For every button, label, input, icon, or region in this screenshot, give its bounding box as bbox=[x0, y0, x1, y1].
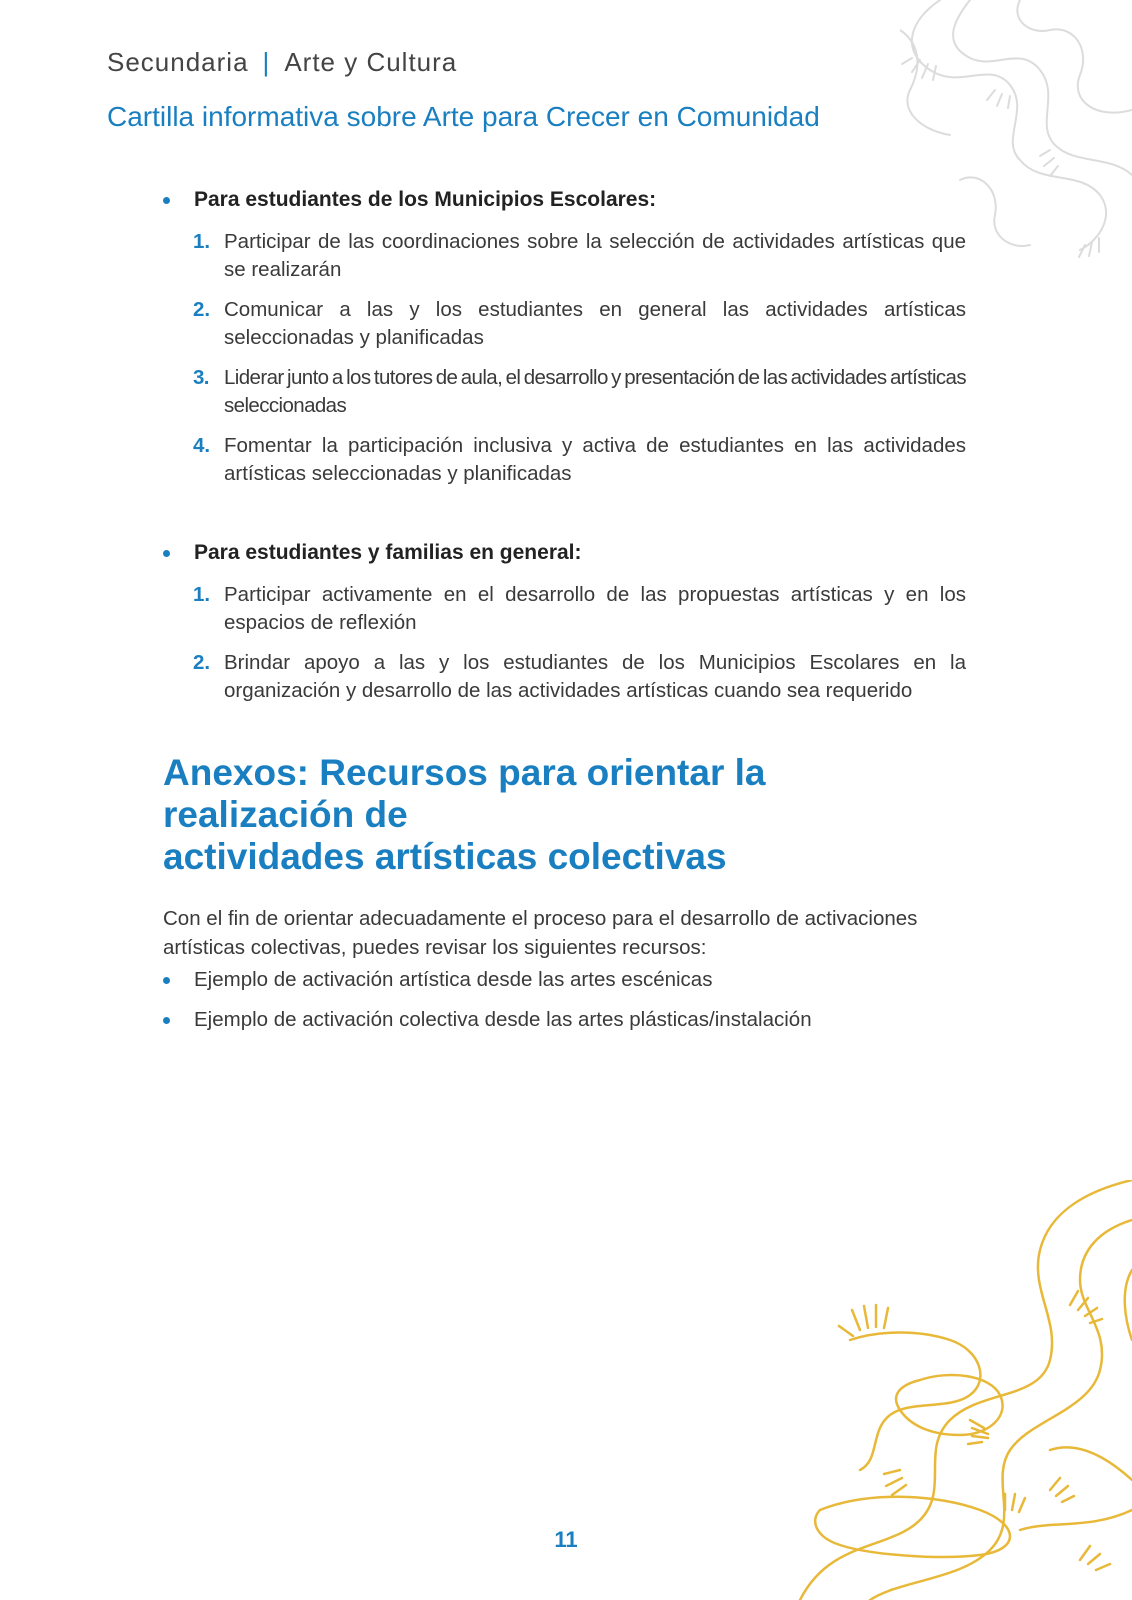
page-number: 11 bbox=[554, 1527, 578, 1552]
page-header bbox=[107, 47, 457, 78]
numbered-list bbox=[163, 228, 966, 488]
group-heading: Para estudiantes de los Municipios Escolares: bbox=[163, 188, 966, 212]
annex-section bbox=[163, 752, 966, 1046]
group-familias bbox=[163, 541, 966, 717]
list-item: 3. Liderar junto a los tutores de aula, el desarrollo y presentación de las actividades artísticas seleccionadas bbox=[193, 366, 966, 417]
list-item: 1. Participar activamente en el desarrollo de las propuestas artísticas y en los espacios de reflexión bbox=[193, 583, 966, 634]
group-municipios bbox=[163, 188, 966, 500]
document-title: Cartilla informativa sobre Arte para Crecer en Comunidad bbox=[107, 101, 820, 132]
numbered-list bbox=[163, 581, 966, 705]
list-item: 2. Comunicar a las y los estudiantes en general las actividades artísticas seleccionadas y planificadas bbox=[193, 298, 966, 349]
list-item: 2. Brindar apoyo a las y los estudiantes de los Municipios Escolares en la organización y desarrollo de las actividades artísticas cuando sea requerido bbox=[193, 651, 966, 702]
annex-intro: Con el fin de orientar adecuadamente el proceso para el desarrollo de activaciones artísticas colectivas, puedes revisar los siguientes recursos: bbox=[163, 907, 918, 959]
header-area: Arte y Cultura bbox=[284, 47, 458, 77]
header-level: Secundaria bbox=[107, 47, 249, 77]
resource-list bbox=[163, 966, 966, 1034]
header-separator: | bbox=[262, 47, 271, 77]
resource-link-artes-plasticas[interactable]: Ejemplo de activación colectiva desde las artes plásticas/instalación bbox=[163, 1006, 966, 1034]
annex-title: Anexos: Recursos para orientar la realización de actividades artísticas colectivas bbox=[163, 752, 766, 877]
resource-link-artes-escenicas[interactable]: Ejemplo de activación artística desde las artes escénicas bbox=[163, 966, 966, 994]
group-heading: Para estudiantes y familias en general: bbox=[163, 541, 966, 565]
list-item: 1. Participar de las coordinaciones sobre la selección de actividades artísticas que se realizarán bbox=[193, 230, 966, 281]
list-item: 4. Fomentar la participación inclusiva y activa de estudiantes en las actividades artísticas seleccionadas y planificadas bbox=[193, 434, 966, 485]
